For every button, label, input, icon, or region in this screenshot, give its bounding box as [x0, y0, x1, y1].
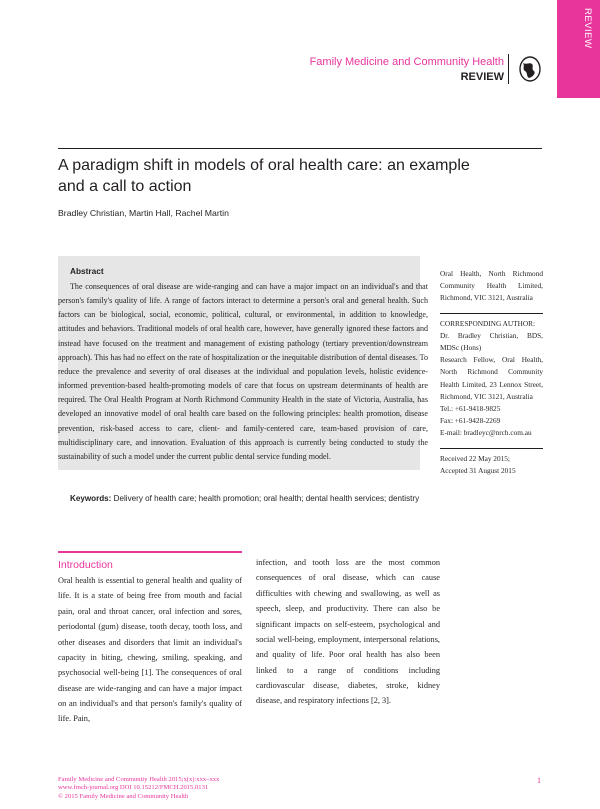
author-list: Bradley Christian, Martin Hall, Rachel Martin: [58, 208, 229, 218]
title-rule: [58, 148, 542, 149]
affiliation: Oral Health, North Richmond Community Health Limited, Richmond, VIC 3121, Australia: [440, 269, 543, 303]
keywords-text: Delivery of health care; health promotion; oral health; dental health services; dentistry: [113, 494, 420, 503]
email: E-mail: bradleyc@nrch.com.au: [440, 428, 532, 438]
accepted-date: Accepted 31 August 2015: [440, 465, 516, 475]
section-tab: [557, 0, 600, 98]
body-column-right: infection, and tooth loss are the most common consequences of oral disease, which can cause difficulties with chewing and swallowing, as well as speech, sleep, and productivity. There can also be significant impacts on self-esteem, psychological and social well-being, employment, interpersonal relations, and quality of life. Poor oral health has also been linked to a range of conditions including cardiovascular disease, diabetes, stroke, kidney disease, and respiratory infections [2, 3].: [256, 558, 440, 706]
keywords: [58, 492, 428, 506]
keywords-label: Keywords:: [70, 494, 112, 503]
body-column-left: Oral health is essential to general health and quality of life. It is a state of being free from mouth and facial pain, oral and throat cancer, oral infection and sores, periodontal (gum) disease, tooth decay, tooth loss, and other diseases and disorders that limit an individual's capacity in biting, chewing, smiling, speaking, and psychosocial well-being [1]. The consequences of oral disease are wide-ranging and can have a major impact on an individual's and that person's family's quality of life. Pain,: [58, 576, 242, 724]
sidebar-rule: [440, 448, 543, 449]
corresponding-name: Dr. Bradley Christian, BDS, MDSc (Hons): [440, 330, 543, 353]
tel: Tel.: +61-9418-9825: [440, 404, 501, 414]
footer: [58, 776, 219, 801]
abstract-heading: Abstract: [70, 266, 104, 276]
section-tab-label: REVIEW: [582, 8, 593, 49]
article-info-sidebar: [440, 268, 543, 477]
journal-name: Family Medicine and Community Health: [309, 56, 504, 68]
article-title: A paradigm shift in models of oral health care: an example and a call to action: [58, 157, 470, 195]
header-divider: [508, 54, 509, 84]
journal-globe-logo: [519, 56, 541, 82]
footer-doi: www.fmch-journal.org DOI 10.15212/FMCH.2015.0131: [58, 784, 209, 792]
fax: Fax: +61-9428-2269: [440, 416, 501, 426]
abstract-text: The consequences of oral disease are wide-ranging and can have a major impact on an individual's and that person's family's quality of life. A range of factors interact to determine a person's oral and general health. Such factors can be biological, social, economic, political, cultural, or environmental, in addition to knowledge, attitudes and behaviors. Traditional models of oral health care, however, have generally ignored these factors and instead have focused on the treatment and management of existing pathology (tertiary prevention/downstream approach). This has had no effect on the rate of hospitalization or the inequitable distribution of dental diseases. To reduce the prevalence and severity of oral diseases at the individual and population levels, holistic evidence-informed prevention-based health-promoting models of care that focus on upstream determinants of health are required. The Oral Health Program at North Richmond Community Health in the state of Victoria, Australia, has developed an innovative model of oral health care based on the following principles: health promotion, disease prevention, risk-based access to care, client- and family-centered care, team-based provision of care, multidisciplinary care, and innovation. Evaluation of this approach is currently being conducted to study the sustainability of such a model under the current public dental service funding model.: [58, 282, 428, 461]
page-number: 1: [537, 776, 541, 785]
corresponding-address: Research Fellow, Oral Health, North Richmond Community Health Limited, 23 Lennox Street, Richmond, VIC 3121, Australia: [440, 355, 543, 401]
sidebar-rule: [440, 313, 543, 314]
corresponding-label: CORRESPONDING AUTHOR:: [440, 318, 536, 328]
footer-citation: Family Medicine and Community Health 2015;x(x):xxx–xxx: [58, 776, 220, 783]
footer-copyright: © 2015 Family Medicine and Community Health: [58, 792, 189, 800]
article-type-label: REVIEW: [460, 71, 504, 83]
introduction-rule: [58, 551, 242, 553]
introduction-heading: Introduction: [58, 559, 113, 571]
received-date: Received 22 May 2015;: [440, 453, 510, 463]
